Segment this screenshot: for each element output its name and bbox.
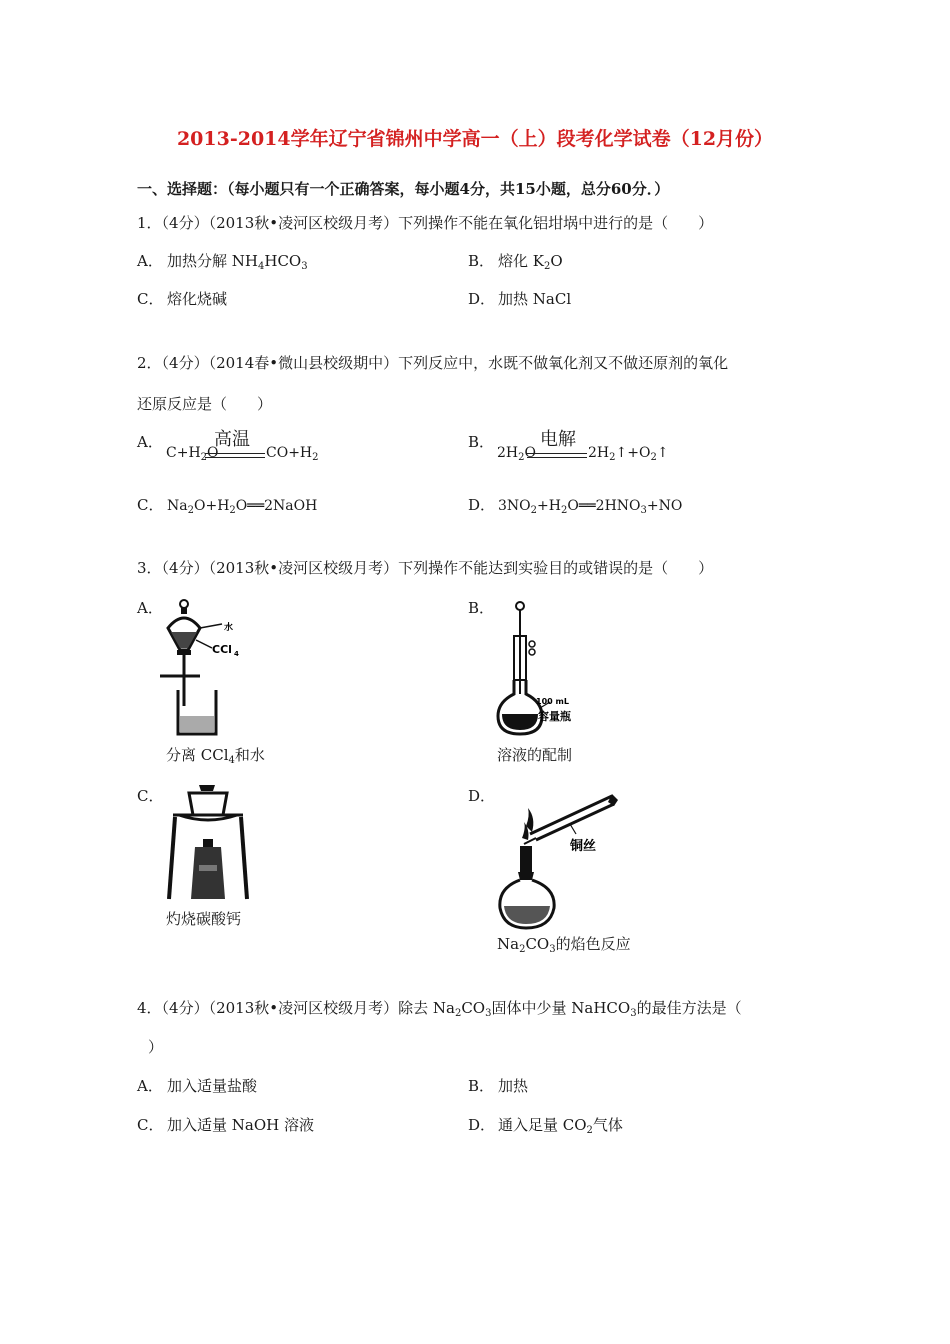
q3-a-caption: 分离 CCl$_4$和水 [166,746,265,766]
q2-option-d: D． $3NO_2+H_2O══2HNO_3+NO$ [468,496,683,516]
q1-option-c [137,288,227,309]
q3-option-c-label: C． [137,787,164,805]
q1-b-text: 熔化 K [498,252,544,270]
q2-a-rhs: $CO+H_2$ [266,445,319,463]
q1-option-d [468,288,571,309]
q1-a-text2: HCO [264,252,302,270]
q1-stem: 1．（4分）（2013秋•凌河区校级月考）下列操作不能在氧化铝坩埚中进行的是（ ） [137,214,714,232]
q2-a-condition: 高温 [214,429,250,450]
q2-b-rhs: $2H_2↑+O_2↑$ [588,445,669,463]
q2-option-a-label: A． [137,433,163,451]
q2-b-equals-sign [527,453,587,458]
q1-a-sub2: 3 [301,261,308,272]
svg-text:水: 水 [224,623,234,633]
q1-c-text: 熔化烧碱 [167,290,228,308]
q2-stem-line1: 2．（4分）（2014春•微山县校级期中）下列反应中，水既不做氧化剂又不做还原剂的氧化 [137,354,729,372]
q3-d-caption: $Na_2CO_3$的焰色反应 [497,935,631,955]
svg-text:CCl: CCl [212,643,232,656]
option-label: B． [468,252,495,270]
q2-b-condition: 电解 [540,429,576,450]
q2-option-b-label: B． [468,433,495,451]
flame-test-illustration [496,788,626,930]
q1-a-text: 加热分解 NH [167,252,258,270]
q1-option-a [137,250,308,271]
svg-text:容量瓶: 容量瓶 [538,710,571,723]
q1-option-b [468,250,563,271]
option-label: A． [137,252,163,270]
q3-option-b-label: B． [468,599,495,617]
option-label: C． [137,290,164,308]
q4-stem-line2: ） [148,1038,164,1056]
q2-option-c: C． $Na_2O+H_2O══2NaOH$ [137,496,318,516]
q4-option-b: B． 加热 [468,1077,529,1095]
q3-c-caption: 灼烧碳酸钙 [166,910,242,928]
q3-b-caption: 溶液的配制 [497,746,573,764]
option-label: D． [468,290,496,308]
q1-b-text2: O [550,252,563,270]
q2-b-lhs: $2H_2O$ [497,445,536,463]
volumetric-flask-illustration [494,598,599,740]
page-title: 2013-2014学年辽宁省锦州中学高一（上）段考化学试卷（12月份） [176,128,774,150]
q4-option-c: C． 加入适量 NaOH 溶液 [137,1116,314,1134]
separatory-funnel-illustration [160,598,260,740]
q4-option-d: D． 通入足量 $CO_2$气体 [468,1116,623,1136]
svg-text:100 mL: 100 mL [536,697,569,706]
q2-stem-line2: 还原反应是（ ） [137,395,273,413]
section-heading: 一、选择题：（每小题只有一个正确答案，每小题4分，共15小题，总分60分．） [137,180,670,198]
q4-stem-line1: 4．（4分）（2013秋•凌河区校级月考）除去 $Na_2CO_3$固体中少量 NaHCO$_3$的最佳方法是（ [137,999,742,1019]
crucible-heating-illustration [165,781,255,905]
q3-stem: 3．（4分）（2013秋•凌河区校级月考）下列操作不能达到实验目的或错误的是（ ） [137,559,714,577]
q3-option-a-label: A． [137,599,163,617]
q1-b-sub: 2 [543,261,551,272]
svg-text:铜丝: 铜丝 [570,839,597,854]
svg-text:4: 4 [234,650,239,658]
q2-a-equals-sign [205,453,265,458]
q1-a-sub: 4 [257,261,265,272]
q3-option-d-label: D． [468,787,496,805]
q1-d-text: 加热 NaCl [498,290,572,308]
q4-option-a: A． 加入适量盐酸 [137,1077,258,1095]
q2-a-lhs: $C+H_2O$ [166,445,219,463]
